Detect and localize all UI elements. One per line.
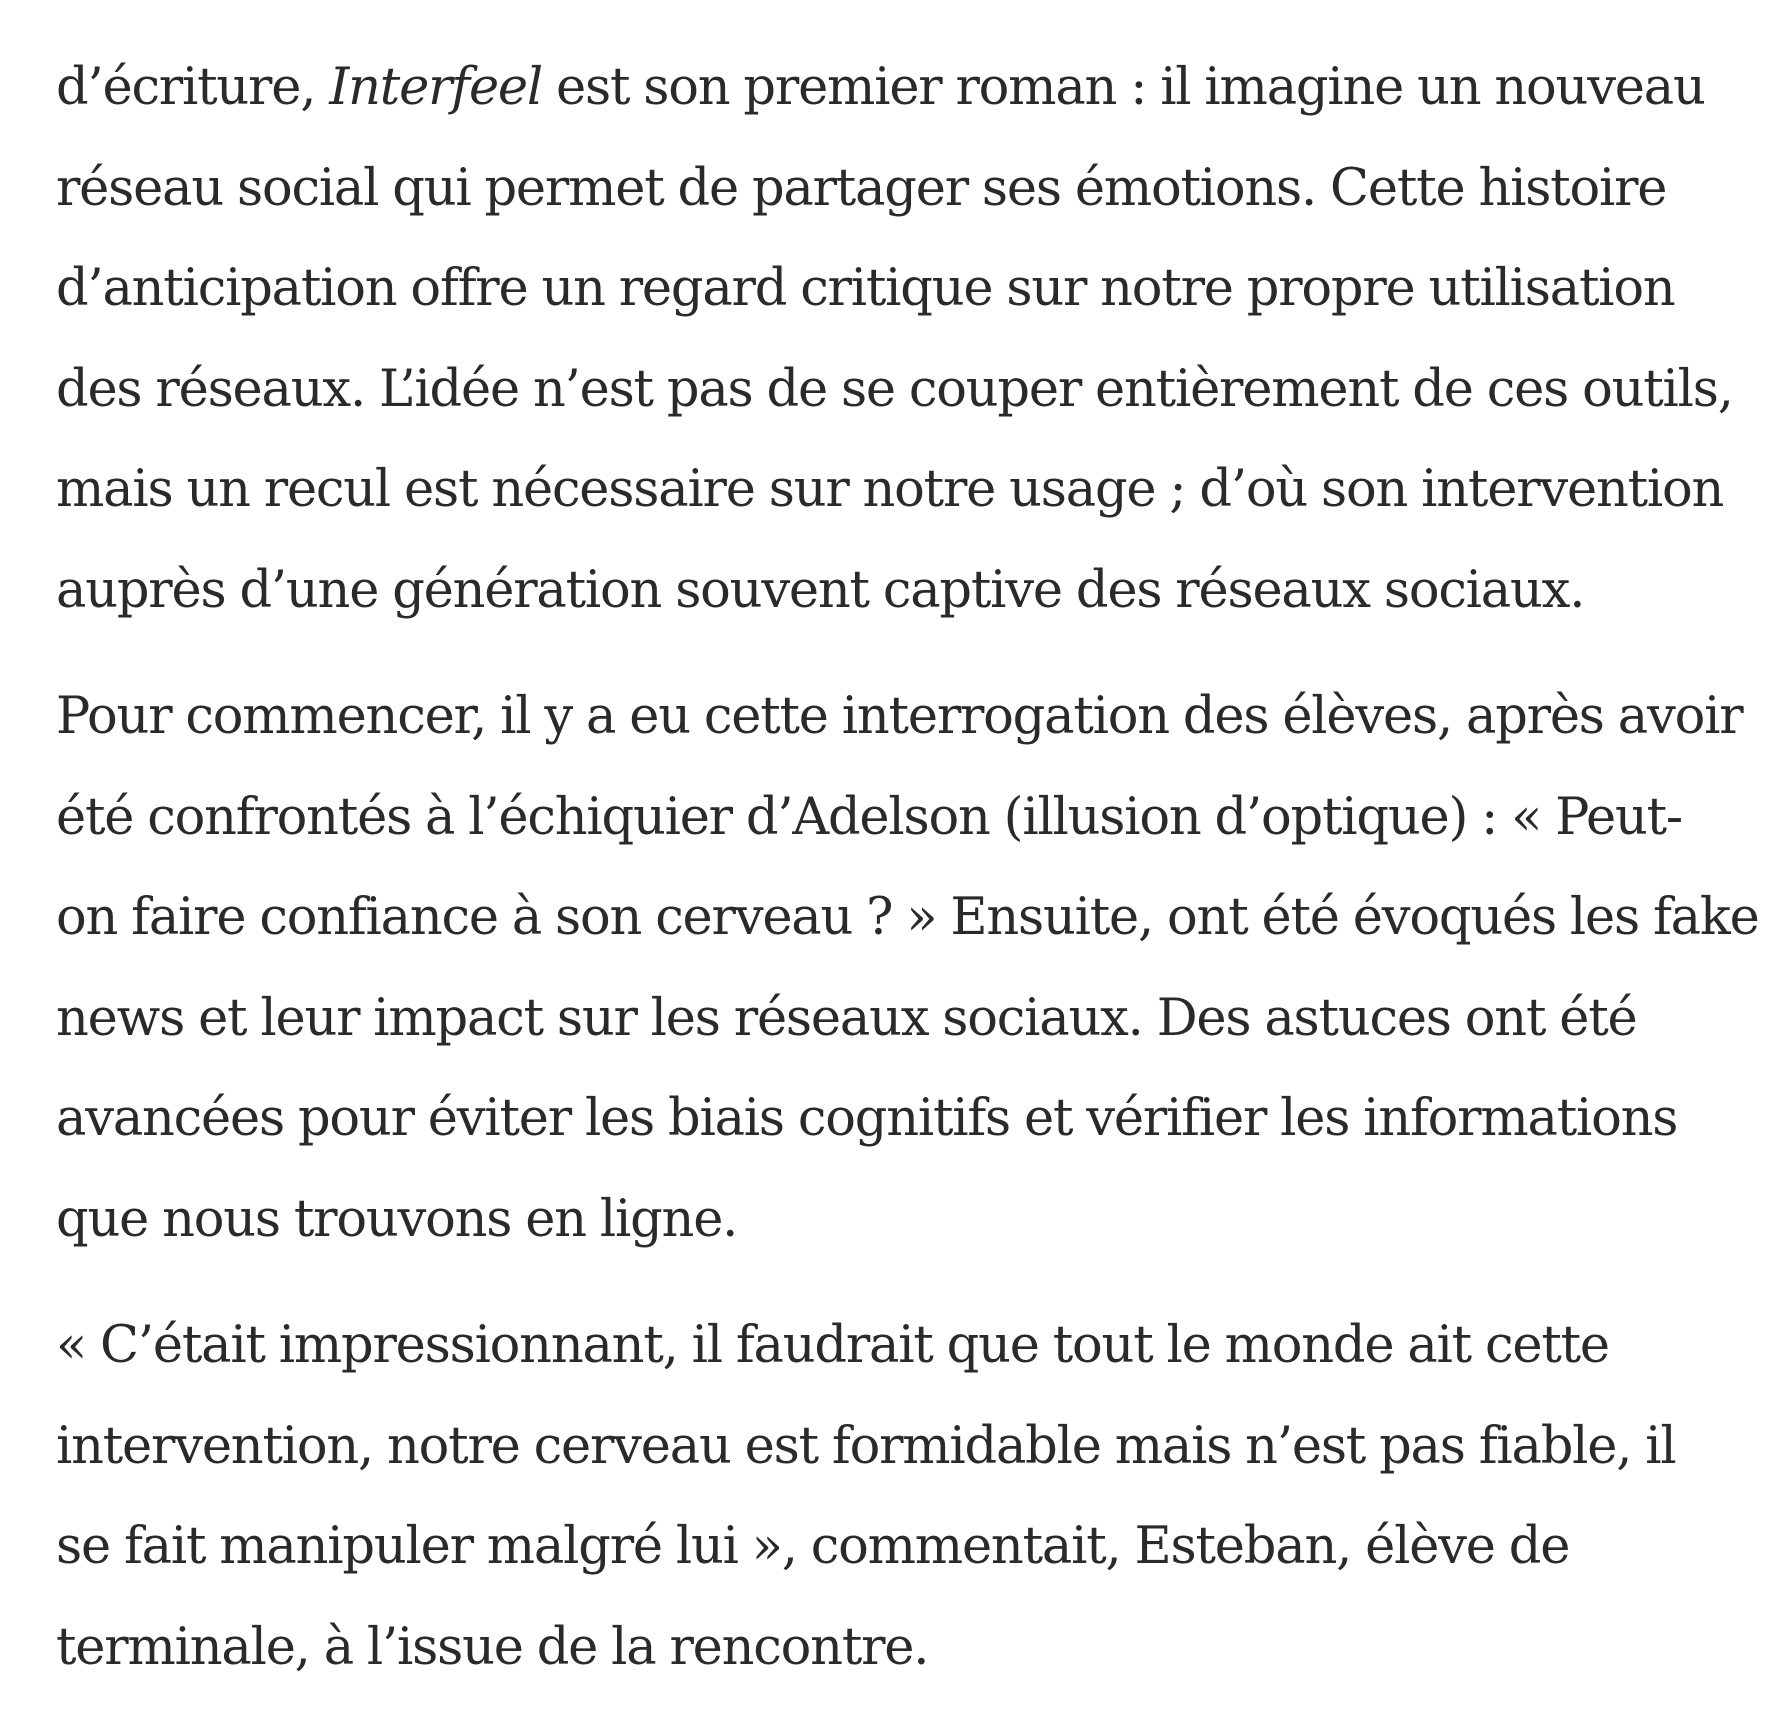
text-line: terminale, à l’issue de la rencontre.	[56, 1617, 929, 1677]
text-line: intervention, notre cerveau est formidable mais n’est pas fiable, il	[56, 1416, 1676, 1476]
paragraph-intervention	[56, 667, 1759, 1270]
text-line: que nous trouvons en ligne.	[56, 1189, 738, 1249]
article-body	[56, 38, 1759, 1698]
text-line: Pour commencer, il y a eu cette interrogation des élèves, après avoir	[56, 687, 1743, 746]
paragraph-quote	[56, 1296, 1756, 1698]
text-line: auprès d’une génération souvent captive des réseaux sociaux.	[56, 560, 1585, 620]
paragraph-interfeel	[56, 38, 1756, 641]
text-line: d’anticipation offre un regard critique sur notre propre utilisation	[56, 259, 1675, 318]
text-line: des réseaux. L’idée n’est pas de se couper entièrement de ces outils,	[56, 359, 1733, 419]
text-line: avancées pour éviter les biais cognitifs et vérifier les informations	[56, 1089, 1678, 1148]
text-line: été confrontés à l’échiquier d’Adelson (illusion d’optique) : « Peut-	[56, 787, 1682, 847]
text-line: news et leur impact sur les réseaux sociaux. Des astuces ont été	[56, 988, 1637, 1048]
book-title: Interfeel	[329, 58, 543, 117]
text-line	[56, 38, 1756, 139]
text-line: on faire confiance à son cerveau ? » Ensuite, ont été évoqués les fake	[56, 888, 1759, 947]
text-line: « C’était impressionnant, il faudrait que tout le monde ait cette	[56, 1316, 1609, 1375]
text-run: d’écriture,	[56, 58, 330, 117]
text-line: se fait manipuler malgré lui », commentait, Esteban, élève de	[56, 1517, 1570, 1576]
text-run: est son premier roman : il imagine un nouveau	[542, 58, 1705, 117]
text-line: mais un recul est nécessaire sur notre usage ; d’où son intervention	[56, 460, 1724, 519]
text-line: réseau social qui permet de partager ses émotions. Cette histoire	[56, 158, 1667, 218]
